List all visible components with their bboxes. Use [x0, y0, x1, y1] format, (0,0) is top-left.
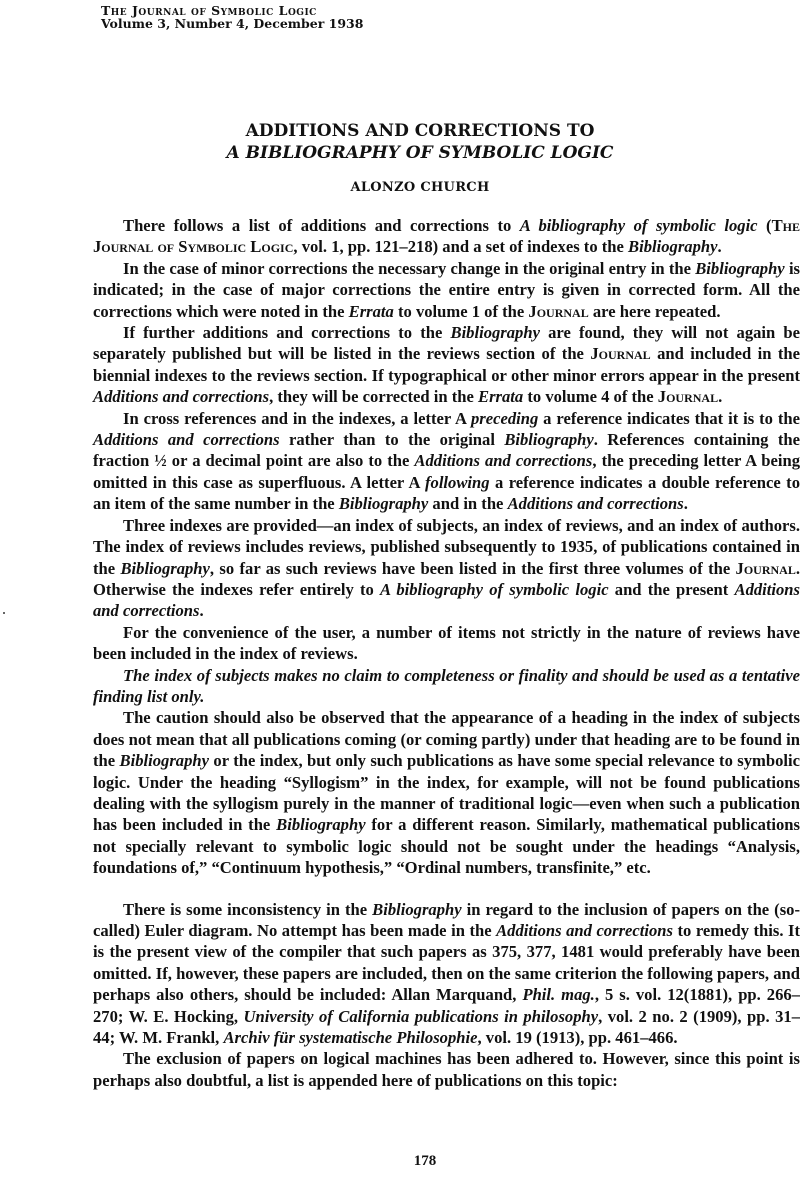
text: . [199, 601, 204, 621]
small-caps-text: Journal [735, 558, 796, 578]
italic-text: Errata [478, 387, 524, 407]
text: to remedy this. It is the present view of the compiler that such papers as 375, 377, 1481 would preferably have been omitted. If, however, these papers are included, then on the same criterion the following papers, and perhaps also others, should be included: Allan Marquand, [93, 921, 800, 1005]
text: a reference indicates a double reference to an item of the same number in the [93, 472, 800, 514]
italic-text: Additions and corrections [93, 430, 280, 450]
text: in regard to the inclusion of papers on the (so-called) Euler diagram. No attempt has been made in the [93, 899, 800, 940]
text: , they will be corrected in the [269, 387, 479, 407]
italic-text: Bibliography [628, 237, 718, 257]
text: and the present [608, 579, 735, 599]
italic-text: A bibliography of symbolic logic [519, 216, 758, 235]
text: There is some inconsistency in the [123, 899, 373, 919]
body-paragraph [93, 899, 800, 1049]
text: and in the [428, 494, 508, 514]
text: Three indexes are provided—an index of subjects, an index of reviews, and an index of authors. The index of reviews includes reviews, published subsequently to 1935, of publications contained in the [93, 515, 800, 578]
italic-text: Bibliography [338, 494, 429, 514]
italic-text: Errata [348, 301, 394, 321]
italic-text: Bibliography [372, 899, 462, 919]
text: . [718, 387, 723, 407]
issue-info: Volume 3, Number 4, December 1938 [101, 16, 364, 31]
text: . Otherwise the indexes refer entirely to [93, 558, 800, 599]
text: to volume 1 of the [393, 301, 529, 321]
text: is indicated; in the case of major corrections the entire entry is given in corrected form. All the corrections which were noted in the [93, 258, 800, 321]
text: a reference indicates that it is to the [538, 408, 800, 428]
text: , vol. 1, pp. 121–218) and a set of indexes to the [293, 237, 629, 257]
body-paragraph [93, 665, 800, 708]
body-paragraph [93, 1048, 800, 1091]
italic-text: Additions and corrections [93, 387, 270, 407]
text: or the index, but only such publications as have some special relevance to symbolic logic. Under the heading “Syllogism” in the index, for example, will not be found publications dealing with the syllogism purely in the manner of traditional logic—even when such a publication has been included in the [93, 751, 800, 835]
text: , the preceding letter A being omitted in this case as superfluous. A letter A [93, 451, 800, 492]
article-body [93, 215, 800, 1091]
text: rather than to the original [279, 430, 505, 450]
italic-text: A bibliography of symbolic logic [380, 579, 609, 599]
page-number: 178 [413, 1153, 437, 1169]
body-paragraph [93, 258, 800, 322]
italic-text: Bibliography [119, 751, 209, 771]
italic-text: Bibliography [120, 558, 210, 578]
text: for a different reason. Similarly, mathematical publications not specially relevant to symbolic logic should not be sought under the headings “Analysis, foundations of,” “Continuum hypothesis,” “Ordinal numbers, transfinite,” etc. [93, 815, 800, 878]
journal-name: The Journal of Symbolic Logic [101, 3, 317, 18]
italic-text: Additions and corrections [507, 494, 684, 514]
article-title [0, 120, 800, 164]
text: , 5 s. vol. 12(1881), pp. 266–270; W. E. Hocking, [93, 985, 800, 1026]
title-line-1: ADDITIONS AND CORRECTIONS TO [245, 121, 595, 141]
italic-text: Additions and corrections [414, 451, 593, 471]
text: There follows a list of additions and corrections to [123, 216, 520, 235]
text: For the convenience of the user, a number of items not strictly in the nature of reviews have been included in the index of reviews. [93, 622, 800, 664]
text: to volume 4 of the [523, 387, 658, 407]
italic-text: Bibliography [450, 323, 540, 343]
italic-text: preceding [470, 408, 539, 428]
margin-speck [3, 612, 5, 614]
running-head [101, 4, 363, 30]
text: The exclusion of papers on logical machines has been adhered to. However, since this point is perhaps also doubtful, a list is appended here of publications on this topic: [93, 1049, 800, 1090]
text: , so far as such reviews have been listed in the first three volumes of the [209, 558, 736, 578]
body-paragraph [93, 622, 800, 665]
italic-text: Additions and corrections [496, 921, 673, 940]
small-caps-text: Journal [590, 344, 651, 364]
body-paragraph [93, 215, 800, 258]
body-paragraph [93, 408, 800, 515]
text: . References containing the fraction ½ or a decimal point are also to the [93, 430, 800, 471]
text: ( [757, 216, 772, 235]
italic-text: The index of subjects makes no claim to completeness or finality and should be used as a tentative finding list only. [93, 665, 800, 706]
italic-text: Bibliography [276, 815, 366, 835]
italic-text: Bibliography [695, 258, 785, 278]
text: The caution should also be observed that the appearance of a heading in the index of subjects does not mean that all publications coming (or coming partly) under that heading are to be found in the [93, 708, 800, 771]
text: , vol. 19 (1913), pp. 461–466. [477, 1028, 678, 1048]
title-line-2: A BIBLIOGRAPHY OF SYMBOLIC LOGIC [226, 143, 614, 163]
text: In the case of minor corrections the necessary change in the original entry in the [123, 258, 696, 278]
italic-text: Bibliography [504, 430, 594, 450]
italic-text: University of California publications in philosophy [243, 1006, 599, 1026]
small-caps-text: Journal [657, 387, 719, 407]
text: are here repeated. [588, 301, 721, 321]
text: . [683, 494, 688, 514]
text: . [717, 237, 722, 257]
italic-text: Archiv für systematische Philosophie [223, 1028, 478, 1048]
text: If further additions and corrections to the [123, 323, 451, 343]
italic-text: following [425, 472, 490, 492]
small-caps-text: The Journal of Symbolic Logic [93, 216, 800, 257]
text: are found, they will not again be separately published but will be listed in the reviews section of the [93, 323, 800, 364]
text: and included in the biennial indexes to the reviews section. If typographical or other minor errors appear in the present [93, 344, 800, 385]
body-paragraph [93, 515, 800, 622]
author-name: ALONZO CHURCH [350, 180, 490, 195]
text: , vol. 2 no. 2 (1909), pp. 31–44; W. M. Frankl, [93, 1006, 800, 1048]
body-paragraph [93, 707, 800, 878]
italic-text: Additions and corrections [93, 579, 800, 621]
text: In cross references and in the indexes, a letter A [123, 408, 471, 428]
body-paragraph [93, 322, 800, 408]
small-caps-text: Journal [528, 301, 589, 321]
italic-text: Phil. mag. [522, 985, 595, 1005]
